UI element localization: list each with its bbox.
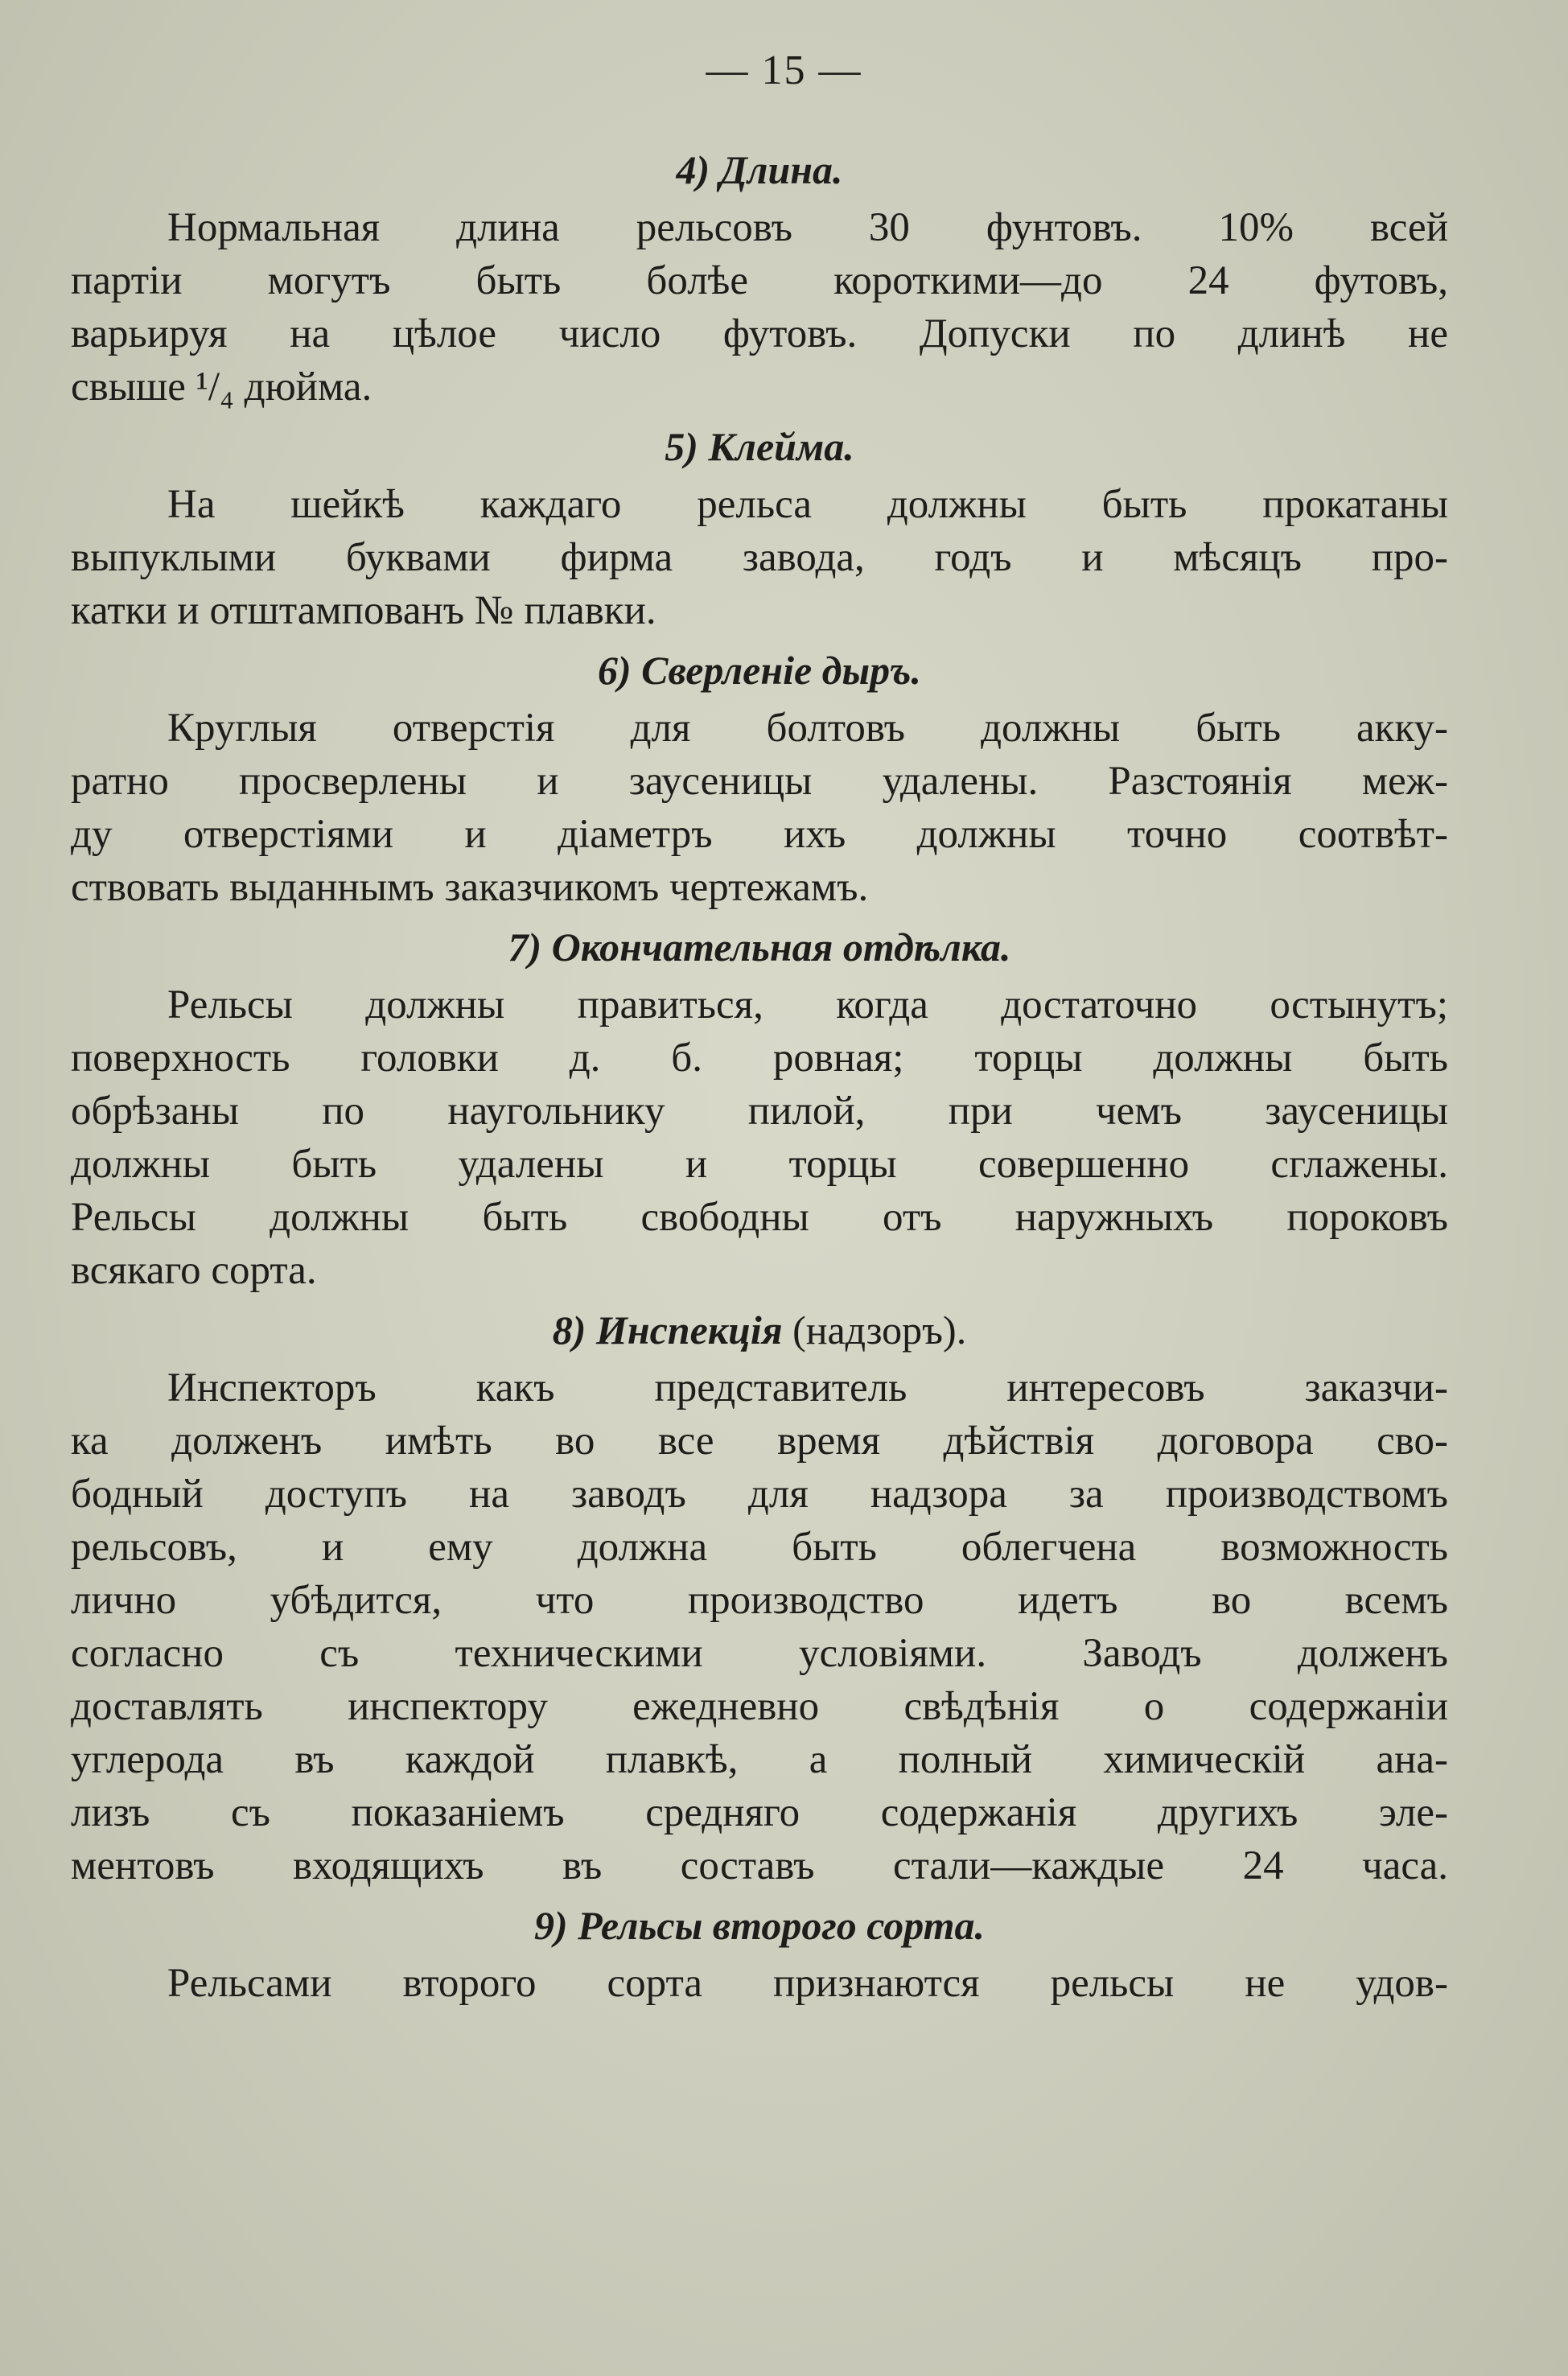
text-line: должны быть удалены и торцы совершенно сглажены. [71,1142,1448,1187]
page-number: — 15 — [706,47,862,93]
text-line: ка долженъ имѣть во все время дѣйствія договора сво- [71,1419,1448,1464]
section-heading-second-grade [71,1899,1448,1952]
text-line: ратно просверлены и заусеницы удалены. Разстоянія меж- [71,759,1448,804]
text-line: Нормальная длина рельсовъ 30 фунтовъ. 10% всей [167,205,1448,250]
heading-text: 6) Сверленіе дыръ. [597,648,922,693]
text-line: поверхность головки д. б. ровная; торцы должны быть [71,1036,1448,1081]
text-line: обрѣзаны по наугольнику пилой, при чемъ заусеницы [71,1089,1448,1134]
text-line: свыше ¹/₄ дюйма. [71,364,372,410]
text-line: лично убѣдится, что производство идетъ во всемъ [71,1578,1448,1623]
text-line: всякаго сорта. [71,1248,317,1293]
text-line: катки и отштампованъ № плавки. [71,588,656,633]
heading-text: 9) Рельсы второго сорта. [534,1903,985,1948]
section-heading-inspection [71,1303,1448,1357]
text-line: партіи могутъ быть болѣе короткими—до 24 футовъ, [71,258,1448,303]
text-line: доставлять инспектору ежедневно свѣдѣнія о содержаніи [71,1684,1448,1729]
heading-text: 7) Окончательная отдѣлка. [508,924,1011,970]
page-body [71,137,1448,2015]
section-heading-finishing [71,920,1448,974]
text-line: согласно съ техническими условіями. Заводъ долженъ [71,1631,1448,1676]
section-heading-length [71,143,1448,196]
text-line: бодный доступъ на заводъ для надзора за производствомъ [71,1472,1448,1517]
text-line: рельсовъ, и ему должна быть облегчена возможность [71,1525,1448,1570]
text-line: ствовать выданнымъ заказчикомъ чертежамъ. [71,865,869,910]
text-line: варьируя на цѣлое число футовъ. Допуски по длинѣ не [71,311,1448,356]
text-line: лизъ съ показаніемъ средняго содержанія другихъ эле- [71,1790,1448,1835]
text-line: углерода въ каждой плавкѣ, а полный химическій ана- [71,1737,1448,1782]
paragraph-marks [71,478,1448,637]
section-heading-marks [71,420,1448,473]
paragraph-second-grade [71,1957,1448,2010]
paragraph-drilling [71,702,1448,914]
text-line: ду отверстіями и діаметръ ихъ должны точно соотвѣт- [71,812,1448,857]
heading-text: 5) Клейма. [665,424,854,469]
paragraph-length [71,201,1448,414]
text-line: выпуклыми буквами фирма завода, годъ и мѣсяцъ про- [71,535,1448,580]
paragraph-inspection [71,1361,1448,1892]
section-heading-drilling [71,644,1448,697]
text-line: Рельсы должны быть свободны отъ наружныхъ пороковъ [71,1195,1448,1240]
text-line: Круглыя отверстія для болтовъ должны быть акку- [167,706,1448,751]
heading-text: 8) Инспекція [552,1307,783,1353]
text-line: Инспекторъ какъ представитель интересовъ заказчи- [167,1365,1448,1410]
text-line: ментовъ входящихъ въ составъ стали—каждые 24 часа. [71,1843,1448,1888]
heading-text: 4) Длина. [676,147,843,192]
text-line: Рельсами второго сорта признаются рельсы не удов- [167,1961,1448,2006]
text-line: На шейкѣ каждаго рельса должны быть прокатаны [167,482,1448,527]
text-line: Рельсы должны правиться, когда достаточно остынутъ; [167,982,1448,1027]
paragraph-finishing [71,978,1448,1297]
heading-text-plain: (надзоръ). [782,1307,967,1353]
